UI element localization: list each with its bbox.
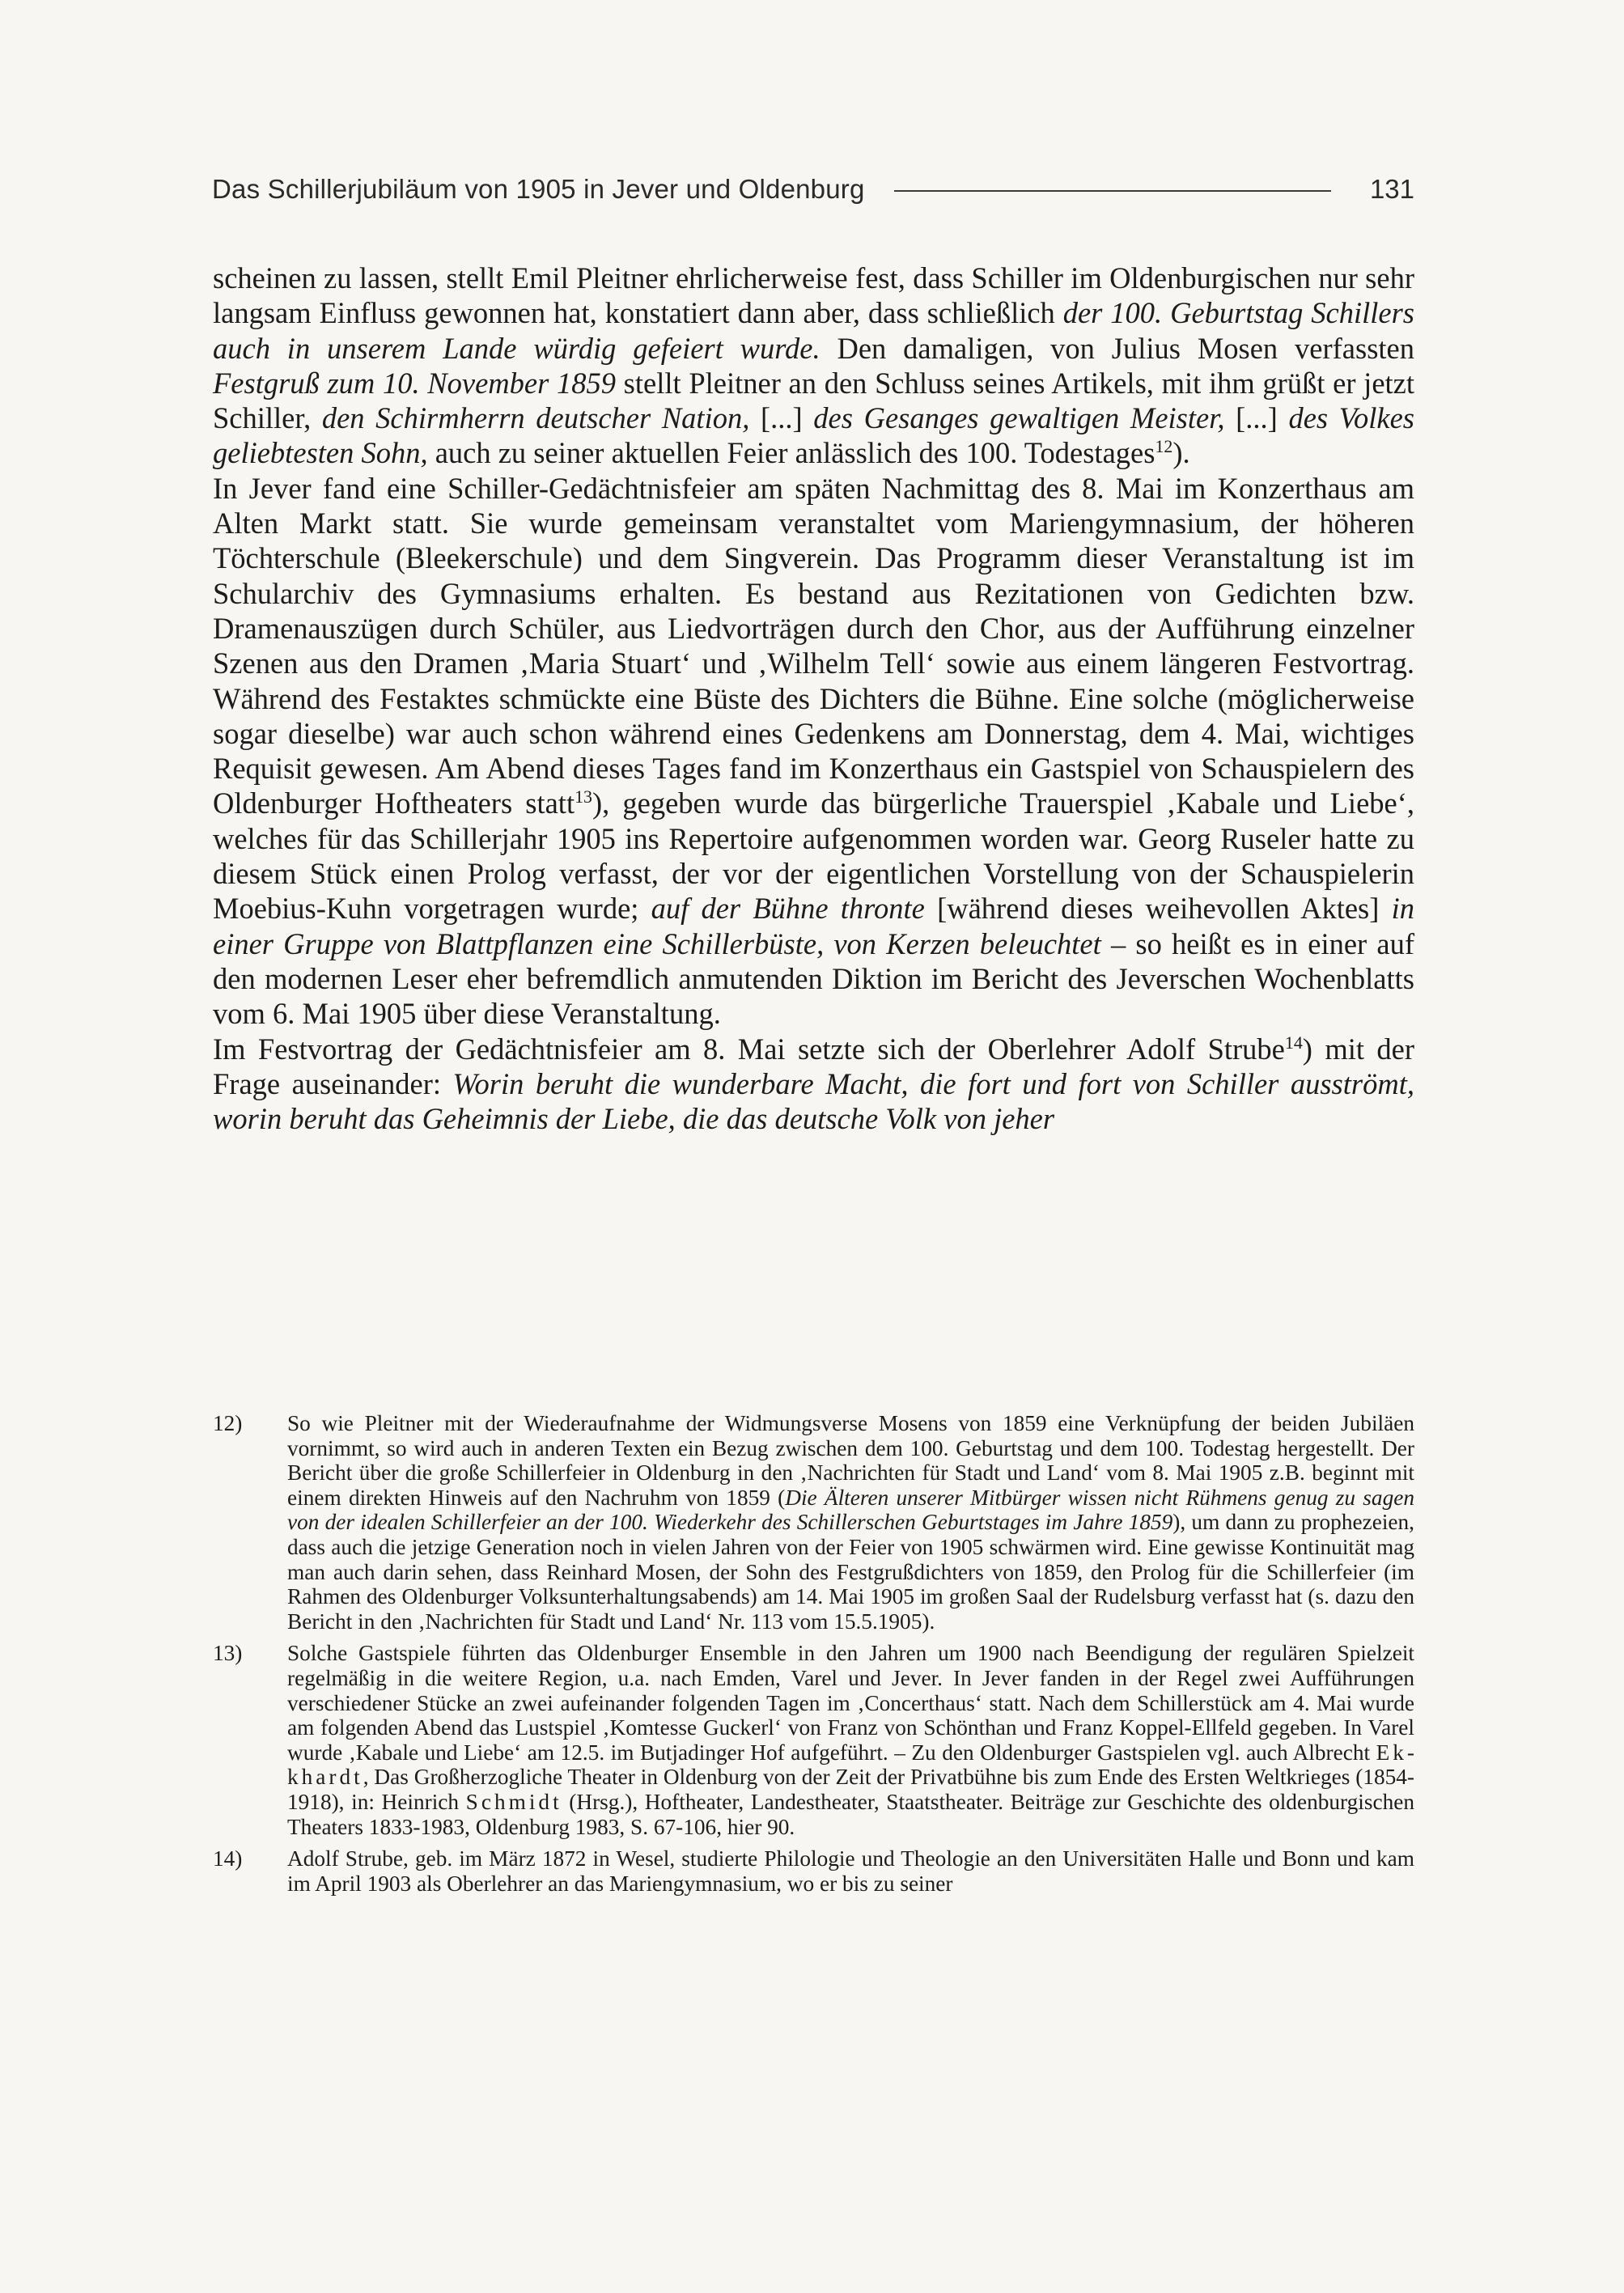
running-head-rule [894, 190, 1331, 192]
main-text [213, 261, 1414, 1136]
footnote-ref-13[interactable]: 13 [575, 786, 592, 807]
footnote-number: 14) [213, 1846, 243, 1871]
footnote-12 [213, 1411, 1414, 1634]
footnote-ref-14[interactable]: 14 [1284, 1032, 1303, 1053]
footnote-text: Adolf Strube, geb. im März 1872 in Wesel, studierte Philologie und Theologie an den Universitäten Halle und Bonn und kam im April 1903 als Oberlehrer an das Mariengymnasium, wo er bis zu seiner [287, 1846, 1414, 1896]
footnote-text: So wie Pleitner mit der Wiederaufnahme der Widmungsverse Mosens von 1859 eine Verknüpfung der beiden Jubiläen vornimmt, so wird auch in anderen Texten ein Bezug zwischen dem 100. Geburtstag und dem 100. Todestag hergestellt. Der Bericht über die große Schillerfeier in Oldenburg in den ‚Nachrichten für Stadt und Land‘ vom 8. Mai 1905 z.B. beginnt mit einem direkten Hinweis auf den Nachruhm von 1859 (Die Älteren unserer Mitbürger wissen nicht Rühmens genug zu sagen von der idealen Schillerfeier an der 100. Wiederkehr des Schillerschen Geburtstages im Jahre 1859), um dann zu prophezeien, dass auch die jetzige Generation noch in vielen Jahren von der Feier von 1905 schwärmen wird. Eine gewisse Kontinuität mag man auch darin sehen, dass Reinhard Mosen, der Sohn des Festgrußdichters von 1859, den Prolog für die Schillerfeier (im Rahmen des Oldenburger Volksunterhaltungsabends) am 14. Mai 1905 im großen Saal der Rudelsburg verfasst hat (s. dazu den Bericht in den ‚Nachrichten für Stadt und Land‘ Nr. 113 vom 15.5.1905). [287, 1411, 1414, 1634]
footnote-number: 12) [213, 1411, 243, 1435]
footnote-text: Solche Gastspiele führten das Oldenburger Ensemble in den Jahren um 1900 nach Beendigung der regulären Spielzeit regelmäßig in die weitere Region, u.a. nach Emden, Varel und Jever. In Jever fanden in der Regel zwei Aufführungen verschiedener Stücke an zwei aufeinander folgenden Tagen im ‚Concerthaus‘ statt. Nach dem Schillerstück am 4. Mai wurde am folgenden Abend das Lustspiel ‚Komtesse Guckerl‘ von Franz von Schönthan und Franz Koppel-Ellfeld gegeben. In Varel wurde ‚Kabale und Liebe‘ am 12.5. im Butjadinger Hof aufgeführt. – Zu den Oldenburger Gastspielen vgl. auch Albrecht Ekkhardt, Das Großherzogliche Theater in Oldenburg von der Zeit der Privatbühne bis zum Ende des Ersten Weltkrieges (1854-1918), in: Heinrich Schmidt (Hrsg.), Hoftheater, Landestheater, Staatstheater. Beiträge zur Geschichte des oldenburgischen Theaters 1833-1983, Oldenburg 1983, S. 67-106, hier 90. [287, 1641, 1415, 1839]
footnote-ref-12[interactable]: 12 [1155, 436, 1173, 457]
running-head [212, 168, 1414, 210]
paragraph-3: Im Festvortrag der Gedächtnisfeier am 8. Mai setzte sich der Oberlehrer Adolf Strube$^{14}$) mit der Frage auseinander: Worin beruht die wunderbare Macht, die fort und fort von Schiller ausströmt, worin beruht das Geheimnis der Liebe, die das deutsche Volk von jeher [213, 1032, 1414, 1136]
footnotes [213, 1411, 1414, 1903]
paragraph-1: scheinen zu lassen, stellt Emil Pleitner ehrlicherweise fest, dass Schiller im Oldenburgischen nur sehr langsam Einfluss gewonnen hat, konstatiert dann aber, dass schließlich der 100. Geburtstag Schillers auch in unserem Lande würdig gefeiert wurde. Den damaligen, von Julius Mosen verfassten Festgruß zum 10. November 1859 stellt Pleitner an den Schluss seines Artikels, mit ihm grüßt er jetzt Schiller, den Schirmherrn deutscher Nation, [...] des Gesanges gewaltigen Meister, [...] des Volkes geliebtesten Sohn, auch zu seiner aktuellen Feier anlässlich des 100. Todestages$^{12}$). [213, 261, 1415, 470]
running-head-title: Das Schillerjubiläum von 1905 in Jever und Oldenburg [212, 174, 865, 204]
page-number: 131 [1369, 174, 1414, 204]
footnote-14 [213, 1846, 1414, 1896]
paragraph-2: In Jever fand eine Schiller-Gedächtnisfeier am späten Nachmittag des 8. Mai im Konzerthaus am Alten Markt statt. Sie wurde gemeinsam veranstaltet vom Mariengymnasium, der höheren Töchterschule (Bleekerschule) und dem Singverein. Das Programm dieser Veranstaltung ist im Schularchiv des Gymnasiums erhalten. Es bestand aus Rezitationen von Gedichten bzw. Dramenauszügen durch Schüler, aus Liedvorträgen durch den Chor, aus der Aufführung einzelner Szenen aus den Dramen ‚Maria Stuart‘ und ‚Wilhelm Tell‘ sowie aus einem längeren Festvortrag. Während des Festaktes schmückte eine Büste des Dichters die Bühne. Eine solche (möglicherweise sogar dieselbe) war auch schon während eines Gedenkens am Donnerstag, dem 4. Mai, wichtiges Requisit gewesen. Am Abend dieses Tages fand im Konzerthaus ein Gastspiel von Schauspielern des Oldenburger Hoftheaters statt$^{13}$), gegeben wurde das bürgerliche Trauerspiel ‚Kabale und Liebe‘, welches für das Schillerjahr 1905 ins Repertoire aufgenommen worden war. Georg Ruseler hatte zu diesem Stück einen Prolog verfasst, der vor der eigentlichen Vorstellung von der Schauspielerin Moebius-Kuhn vorgetragen wurde; auf der Bühne thronte [während dieses weihevollen Aktes] in einer Gruppe von Blattpflanzen eine Schillerbüste, von Kerzen beleuchtet – so heißt es in einer auf den modernen Leser eher befremdlich anmutenden Diktion im Bericht des Jeverschen Wochenblatts vom 6. Mai 1905 über diese Veranstaltung. [213, 471, 1415, 1031]
footnote-13 [213, 1641, 1414, 1839]
footnote-number: 13) [213, 1641, 243, 1666]
